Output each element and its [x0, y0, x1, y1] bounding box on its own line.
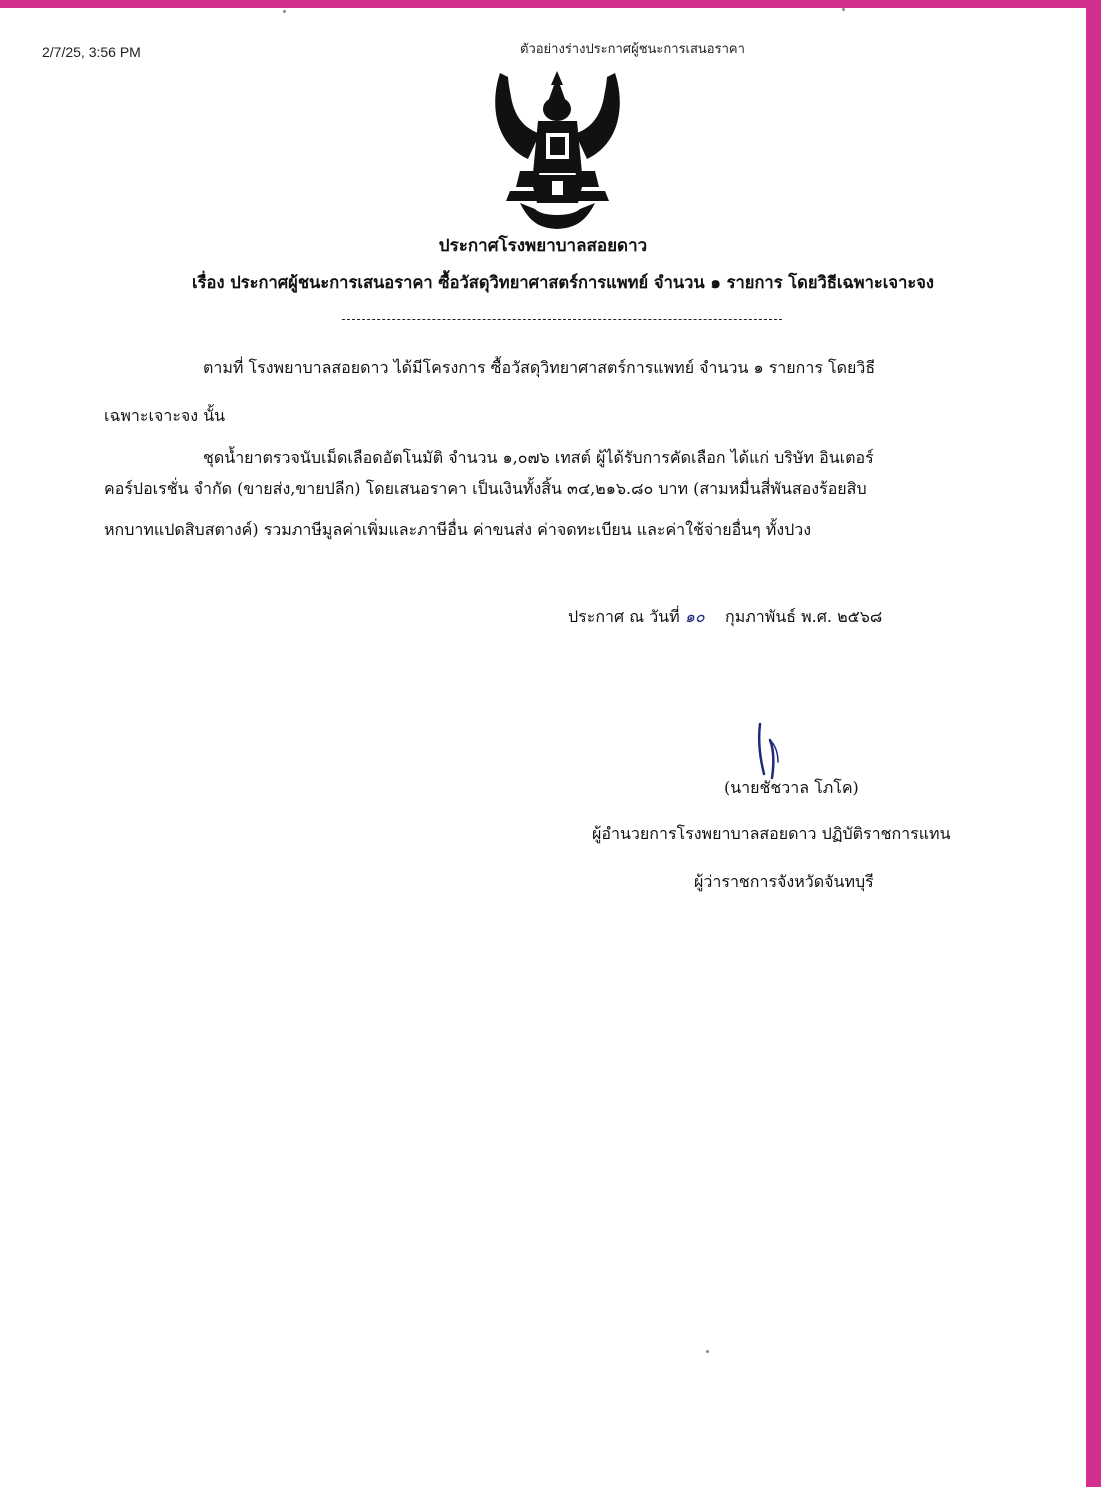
print-timestamp: 2/7/25, 3:56 PM	[42, 44, 141, 60]
announcement-title: ประกาศโรงพยาบาลสอยดาว	[438, 236, 648, 256]
body-line-4: คอร์ปอเรชั่น จำกัด (ขายส่ง,ขายปลีก) โดยเสนอราคา เป็นเงินทั้งสิ้น ๓๔,๒๑๖.๘๐ บาท (สามหมื่นสี่พันสองร้อยสิบ	[104, 479, 867, 498]
signatory-position: ผู้อำนวยการโรงพยาบาลสอยดาว ปฏิบัติราชการแทน	[592, 824, 951, 843]
body-line-2: เฉพาะเจาะจง นั้น	[104, 406, 226, 425]
paper-speck	[283, 10, 286, 13]
announcement-subject: เรื่อง ประกาศผู้ชนะการเสนอราคา ซื้อวัสดุวิทยาศาสตร์การแพทย์ จำนวน ๑ รายการ โดยวิธีเฉพาะเจาะจง	[192, 273, 934, 292]
signatory-authority: ผู้ว่าราชการจังหวัดจันทบุรี	[694, 872, 874, 891]
date-suffix: กุมภาพันธ์ พ.ศ. ๒๕๖๘	[725, 607, 883, 626]
body-line-5: หกบาทแปดสิบสตางค์) รวมภาษีมูลค่าเพิ่มและภาษีอื่น ค่าขนส่ง ค่าจดทะเบียน และค่าใช้จ่ายอื่นๆ ทั้งปวง	[104, 520, 812, 539]
print-document-title: ตัวอย่างร่างประกาศผู้ชนะการเสนอราคา	[520, 41, 745, 56]
announcement-date	[568, 605, 882, 630]
paper-speck	[706, 1350, 709, 1353]
signatory-name: (นายชัชวาล โภโค)	[724, 778, 859, 797]
date-prefix: ประกาศ ณ วันที่	[568, 607, 680, 626]
divider	[342, 319, 782, 320]
document-page	[0, 8, 1086, 1487]
body-line-1: ตามที่ โรงพยาบาลสอยดาว ได้มีโครงการ ซื้อวัสดุวิทยาศาสตร์การแพทย์ จำนวน ๑ รายการ โดยวิธี	[203, 358, 876, 377]
garuda-emblem-icon	[480, 63, 635, 233]
date-day-handwritten: ๑๐	[684, 607, 705, 626]
body-line-3: ชุดน้ำยาตรวจนับเม็ดเลือดอัตโนมัติ จำนวน ๑,๐๗๖ เทสต์ ผู้ได้รับการคัดเลือก ได้แก่ บริษัท อินเตอร์	[203, 448, 874, 467]
paper-speck	[842, 8, 845, 11]
signature-mark	[752, 720, 792, 780]
